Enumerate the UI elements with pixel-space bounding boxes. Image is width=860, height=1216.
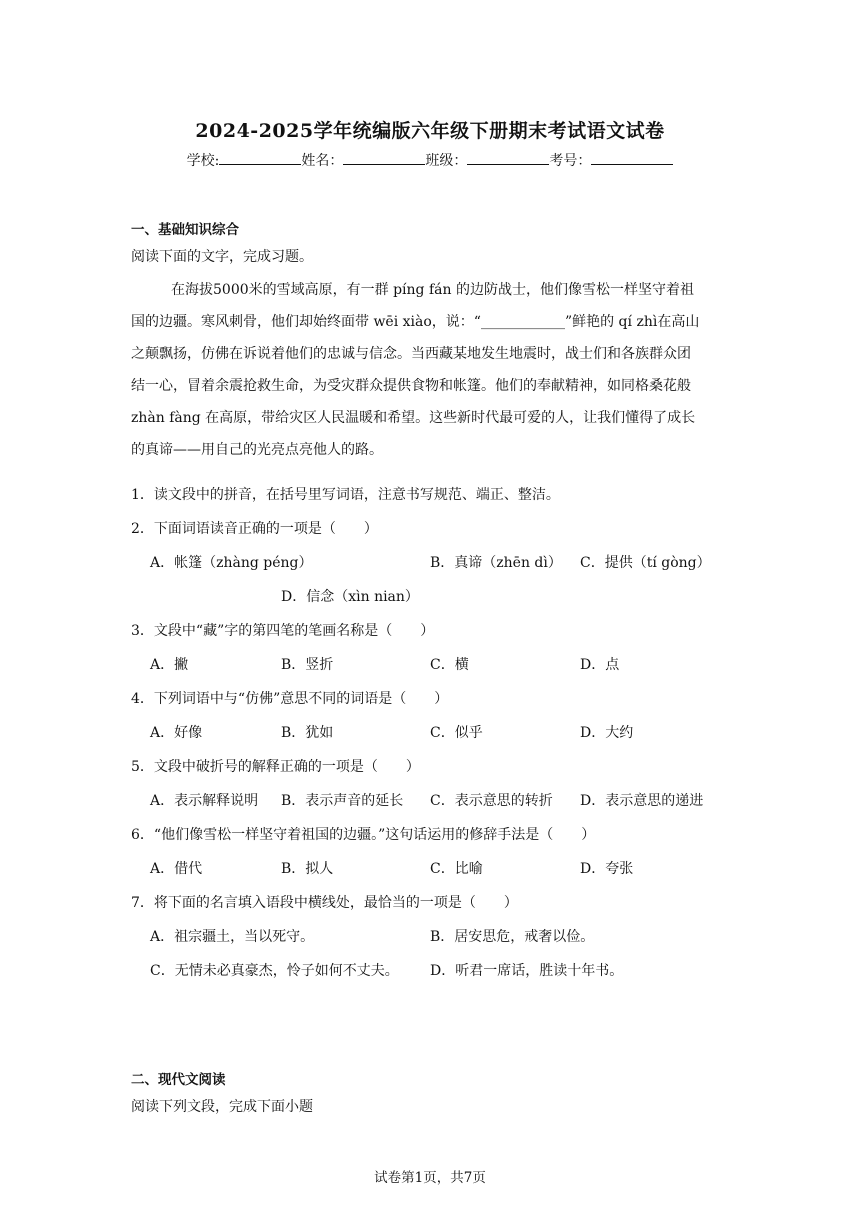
question-4: 4．下列词语中与“仿佛”意思不同的词语是（ ） (131, 691, 449, 707)
q6-option-d[interactable]: D．夸张 (580, 861, 634, 877)
passage-line: 结一心，冒着余震抢救生命，为受灾群众提供食物和帐篷。他们的奉献精神，如同格桑花般 (131, 378, 691, 394)
q2-option-a[interactable]: A．帐篷（zhàng péng） (150, 555, 313, 571)
question-7: 7．将下面的名言填入语段中横线处，最恰当的一项是（ ） (131, 895, 518, 911)
id-label: 考号： (549, 153, 592, 169)
q7-option-c[interactable]: C．无情未必真豪杰，怜子如何不丈夫。 (150, 963, 399, 979)
student-info-line (0, 150, 860, 170)
id-blank[interactable] (591, 150, 673, 165)
q5-option-b[interactable]: B．表示声音的延长 (281, 793, 404, 809)
q2-option-c[interactable]: C．提供（tí gòng） (580, 555, 711, 571)
passage-line: 之颠飘扬，仿佛在诉说着他们的忠诚与信念。当西藏某地发生地震时，战士们和各族群众团 (131, 346, 691, 362)
question-1: 1．读文段中的拼音，在括号里写词语，注意书写规范、端正、整洁。 (131, 487, 560, 503)
q2-option-b[interactable]: B．真谛（zhēn dì） (430, 555, 562, 571)
q5-option-c[interactable]: C．表示意思的转折 (430, 793, 553, 809)
name-label: 姓名： (301, 153, 344, 169)
q4-option-a[interactable]: A．好像 (150, 725, 203, 741)
q7-option-d[interactable]: D．听君一席话，胜读十年书。 (430, 963, 624, 979)
passage-line: 国的边疆。寒风刺骨，他们却始终面带 wēi xiào，说：“____________”鲜艳的 qí zhì在高山 (131, 314, 700, 330)
q3-option-d[interactable]: D．点 (580, 657, 620, 673)
q3-option-c[interactable]: C．横 (430, 657, 469, 673)
question-2: 2．下面词语读音正确的一项是（ ） (131, 521, 378, 537)
section1-instruction: 阅读下面的文字，完成习题。 (131, 249, 313, 265)
name-blank[interactable] (343, 150, 425, 165)
passage-line: 在海拔5000米的雪域高原，有一群 píng fán 的边防战士，他们像雪松一样坚守着祖 (171, 282, 694, 298)
reading-passage (131, 274, 731, 466)
question-5: 5．文段中破折号的解释正确的一项是（ ） (131, 759, 420, 775)
question-6: 6．“他们像雪松一样坚守着祖国的边疆。”这句话运用的修辞手法是（ ） (131, 827, 596, 843)
page-footer: 试卷第1页，共7页 (374, 1170, 486, 1186)
q6-option-c[interactable]: C．比喻 (430, 861, 483, 877)
school-blank[interactable] (219, 150, 301, 165)
exam-title: 2024-2025学年统编版六年级下册期末考试语文试卷 (195, 120, 665, 142)
passage-line: 的真谛——用自己的光亮点亮他人的路。 (131, 442, 383, 458)
question-3: 3．文段中“藏”字的第四笔的笔画名称是（ ） (131, 623, 435, 639)
q3-option-a[interactable]: A．撇 (150, 657, 189, 673)
class-blank[interactable] (467, 150, 549, 165)
q3-option-b[interactable]: B．竖折 (281, 657, 334, 673)
q4-option-d[interactable]: D．大约 (580, 725, 634, 741)
q4-option-c[interactable]: C．似乎 (430, 725, 483, 741)
section2-instruction: 阅读下列文段，完成下面小题 (131, 1099, 313, 1115)
section1-heading: 一、基础知识综合 (131, 222, 239, 238)
q7-option-a[interactable]: A．祖宗疆土，当以死守。 (150, 929, 315, 945)
section2-heading: 二、现代文阅读 (131, 1072, 226, 1088)
passage-line: zhàn fàng 在高原，带给灾区人民温暖和希望。这些新时代最可爱的人，让我们懂得了成长 (131, 410, 696, 426)
q4-option-b[interactable]: B．犹如 (281, 725, 334, 741)
class-label: 班级： (425, 153, 468, 169)
q5-option-a[interactable]: A．表示解释说明 (150, 793, 259, 809)
q7-option-b[interactable]: B．居安思危，戒奢以俭。 (430, 929, 595, 945)
q6-option-a[interactable]: A．借代 (150, 861, 203, 877)
school-label: 学校: (186, 153, 220, 169)
q2-option-d[interactable]: D．信念（xìn nian） (281, 589, 419, 605)
q6-option-b[interactable]: B．拟人 (281, 861, 334, 877)
q5-option-d[interactable]: D．表示意思的递进 (580, 793, 704, 809)
